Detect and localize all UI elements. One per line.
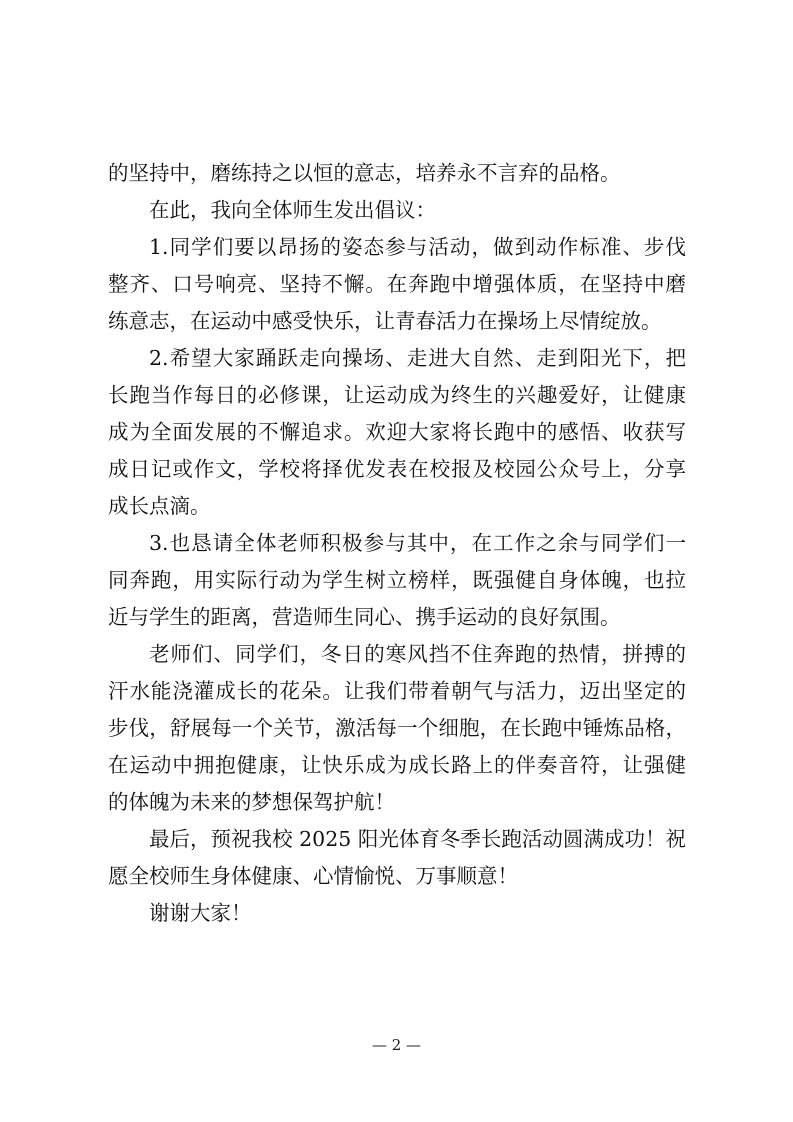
text-line: 1.同学们要以昂扬的姿态参与活动，做到动作标准、步伐 (149, 235, 686, 259)
text-line: 成长点滴。 (108, 494, 211, 518)
text-line: 在运动中拥抱健康，让快乐成为成长路上的伴奏音符，让强健 (108, 753, 686, 777)
text-line: 近与学生的距离，营造师生同心、携手运动的良好氛围。 (108, 605, 621, 629)
text-line: 成为全面发展的不懈追求。欢迎大家将长跑中的感悟、收获写 (108, 420, 686, 444)
document-body (108, 155, 686, 932)
text-line: 的体魄为未来的梦想保驾护航！ (108, 790, 395, 814)
text-line: 最后，预祝我校 2025 阳光体育冬季长跑活动圆满成功！祝 (149, 827, 686, 851)
text-line: 愿全校师生身体健康、心情愉悦、万事顺意！ (108, 864, 518, 888)
text-line: 的坚持中，磨练持之以恒的意志，培养永不言弃的品格。 (108, 161, 621, 185)
text-line: 长跑当作每日的必修课，让运动成为终生的兴趣爱好，让健康 (108, 383, 686, 407)
text-line: 在此，我向全体师生发出倡议： (149, 198, 436, 222)
text-line: 汗水能浇灌成长的花朵。让我们带着朝气与活力，迈出坚定的 (108, 679, 686, 703)
page-number: — 2 — (371, 1036, 422, 1054)
text-line: 步伐，舒展每一个关节，激活每一个细胞，在长跑中锤炼品格， (108, 716, 686, 740)
text-line: 2.希望大家踊跃走向操场、走进大自然、走到阳光下，把 (149, 346, 686, 370)
text-line: 3.也恳请全体老师积极参与其中，在工作之余与同学们一 (149, 531, 686, 555)
text-line: 练意志，在运动中感受快乐，让青春活力在操场上尽情绽放。 (108, 309, 662, 333)
text-line: 成日记或作文，学校将择优发表在校报及校园公众号上，分享 (108, 457, 686, 481)
text-line: 同奔跑，用实际行动为学生树立榜样，既强健自身体魄，也拉 (108, 568, 686, 592)
text-line: 整齐、口号响亮、坚持不懈。在奔跑中增强体质，在坚持中磨 (108, 272, 686, 296)
text-line: 老师们、同学们，冬日的寒风挡不住奔跑的热情，拼搏的 (149, 642, 686, 666)
text-line: 谢谢大家！ (149, 901, 252, 925)
